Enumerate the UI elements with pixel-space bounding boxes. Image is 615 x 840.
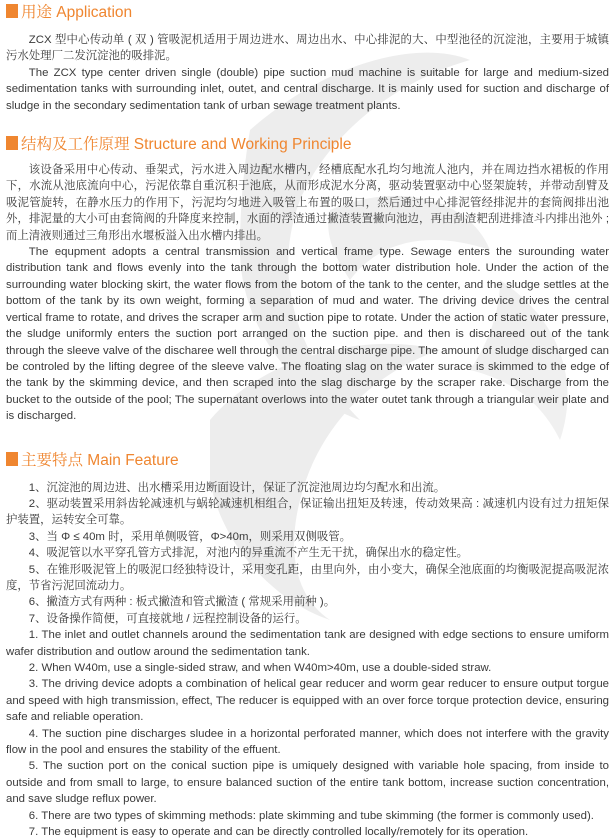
feature-item: 3、当 Φ ≤ 40m 时，采用单侧吸管，Φ>40m，则采用双侧吸管。 xyxy=(28,530,352,543)
feature-item: 2. When W40m, use a single-sided straw, and when W40m>40m, use a double-sided straw. xyxy=(28,662,492,674)
feature-item: 4. The suction pine discharges sludee in a horizontal perforated manner, which does not interfere with the gravity flow in the pool and ensures the stability of the effuent. xyxy=(6,727,609,757)
heading-text: 主要特点 Main Feature xyxy=(21,451,179,469)
section-heading-structure xyxy=(6,132,609,154)
feature-item: 1、沉淀池的周边进、出水槽采用边断面设计，保证了沉淀池周边均匀配水和出流。 xyxy=(28,481,446,494)
heading-text: 结构及工作原理 Structure and Working Principle xyxy=(21,136,352,154)
feature-item: 3. The driving device adopts a combination of helical gear reducer and worm gear reducer to ensure output torgue and speed with high transmission, effect, The reducer is equipped with an over force torque protection device, ensuring safe and reliable operation. xyxy=(6,678,609,724)
feature-item: 1. The inlet and outlet channels around the sedimentation tank are designed with edge sections to ensure umiform wafer distribution and outlow around the sedimentation tank. xyxy=(6,629,609,658)
paragraph: 该设备采用中心传动、垂架式，污水进入周边配水槽内，经槽底配水孔均匀地流人池内，并在周边挡水裙板的作用下，水流从池底流向中心，污泥依靠自重沉积于池底，从而形成泥水分离，驱动装置驱动中心竖架旋转，并带动刮臂及吸泥管旋转，在静水压力的作用下，污泥均匀地进入吸管上布置的吸口，然后通过中心排泥管经排泥井的套筒阀排出池外，排泥量的大小可由套筒阀的升降度来控制，水面的浮渣通过撇渣装置撇向池边，再由刮渣耙刮进排渣斗内排出池外 ; 而上清液则通过三角形出水堰板溢入出水槽内排出。 xyxy=(6,164,609,242)
feature-item: 7、设备操作简便，可直接就地 / 远程控制设备的运行。 xyxy=(28,612,307,625)
feature-item: 6. There are two types of skimming methods: plate skimming and tube skimming (the former is commonly used). xyxy=(28,809,594,822)
feature-item: 6、撇渣方式有两种 : 板式撇渣和管式撇渣 ( 常规采用前种 )。 xyxy=(28,596,336,609)
paragraph: ZCX 型中心传动单 ( 双 ) 管吸泥机适用于周边进水、周边出水、中心排泥的大、中型池径的沉淀池，主要用于城镇污水处理厂二发沉淀池的吸排泥。 xyxy=(6,34,609,63)
feature-item: 5、在锥形吸泥管上的吸泥口经独特设计，采用变孔距，由里向外，由小变大，确保全池底面的均衡吸泥提高吸泥浓度，节省污泥回流动力。 xyxy=(6,563,609,592)
paragraph: The equpment adopts a central transmission and vertical frame type. Sewage enters the surounding water distribution tank and flows evenly into the tank through the bottom water distribution hole. Under the action of the surrounding water blocking skirt, the water flows from the botom of the tank to the center, and the sludge settles at the bottom of the tank by its own weight, forming a separation of mud and water. The driving device drives the central vertical frame to rotate, and drives the scraper arm and suction pipe to rotate. Under the action of static water pressure, the sludge uniformly enters the suction port arranged on the suction pipe. and then is dischareed out of the tank through the sleeve valve of the discharee well through the central discharge pipe. The amount of sludge discharged can be controled by the lifting degree of the sleeve valve. The floating slag on the water surace is skimmed to the edge of the tank by the skimming device, and then scraped into the slag discharge by the scraper rake. Discharge from the bucket to the outside of the pool; The supernatant overlows into the water outet tank through a triangular weir plate and is discharged. xyxy=(6,246,609,423)
paragraph: The ZCX type center driven single (double) pipe suction mud machine is suitable for large and medium-sized sedimentation tanks with surrounding inlet, outet, and central discharge. It is mainly used for suction and discharge of sludge in the secondary sedimentation tank of urban sewage treatment plants. xyxy=(6,66,609,112)
feature-item: 5. The suction port on the conical suction pipe is umiquely designed with variable hole spacing, from inside to outside and from small to large, to ensure balanced suction of the entire tank bottom, increase suction concentration, and save sludge reflux power. xyxy=(6,760,609,806)
feature-item: 7. The equipment is easy to operate and can be directly controlled locally/remotely for its operation. xyxy=(28,826,529,839)
orange-square-icon xyxy=(6,4,18,18)
section-heading-main-feature xyxy=(6,448,609,470)
orange-square-icon xyxy=(6,136,18,150)
heading-text: 用途 Application xyxy=(21,4,133,21)
orange-square-icon xyxy=(6,452,18,466)
feature-item: 4、吸泥管以水平穿孔管方式排泥，对池内的异重流不产生无干扰，确保出水的稳定性。 xyxy=(28,547,468,560)
feature-item: 2、驱动装置采用斜齿轮减速机与蜗轮减速机相组合，保证输出扭矩及转速，传动效果高 : 减速机内设有过力扭矩保护装置，运转安全可靠。 xyxy=(6,497,609,527)
section-heading-application xyxy=(6,0,609,22)
